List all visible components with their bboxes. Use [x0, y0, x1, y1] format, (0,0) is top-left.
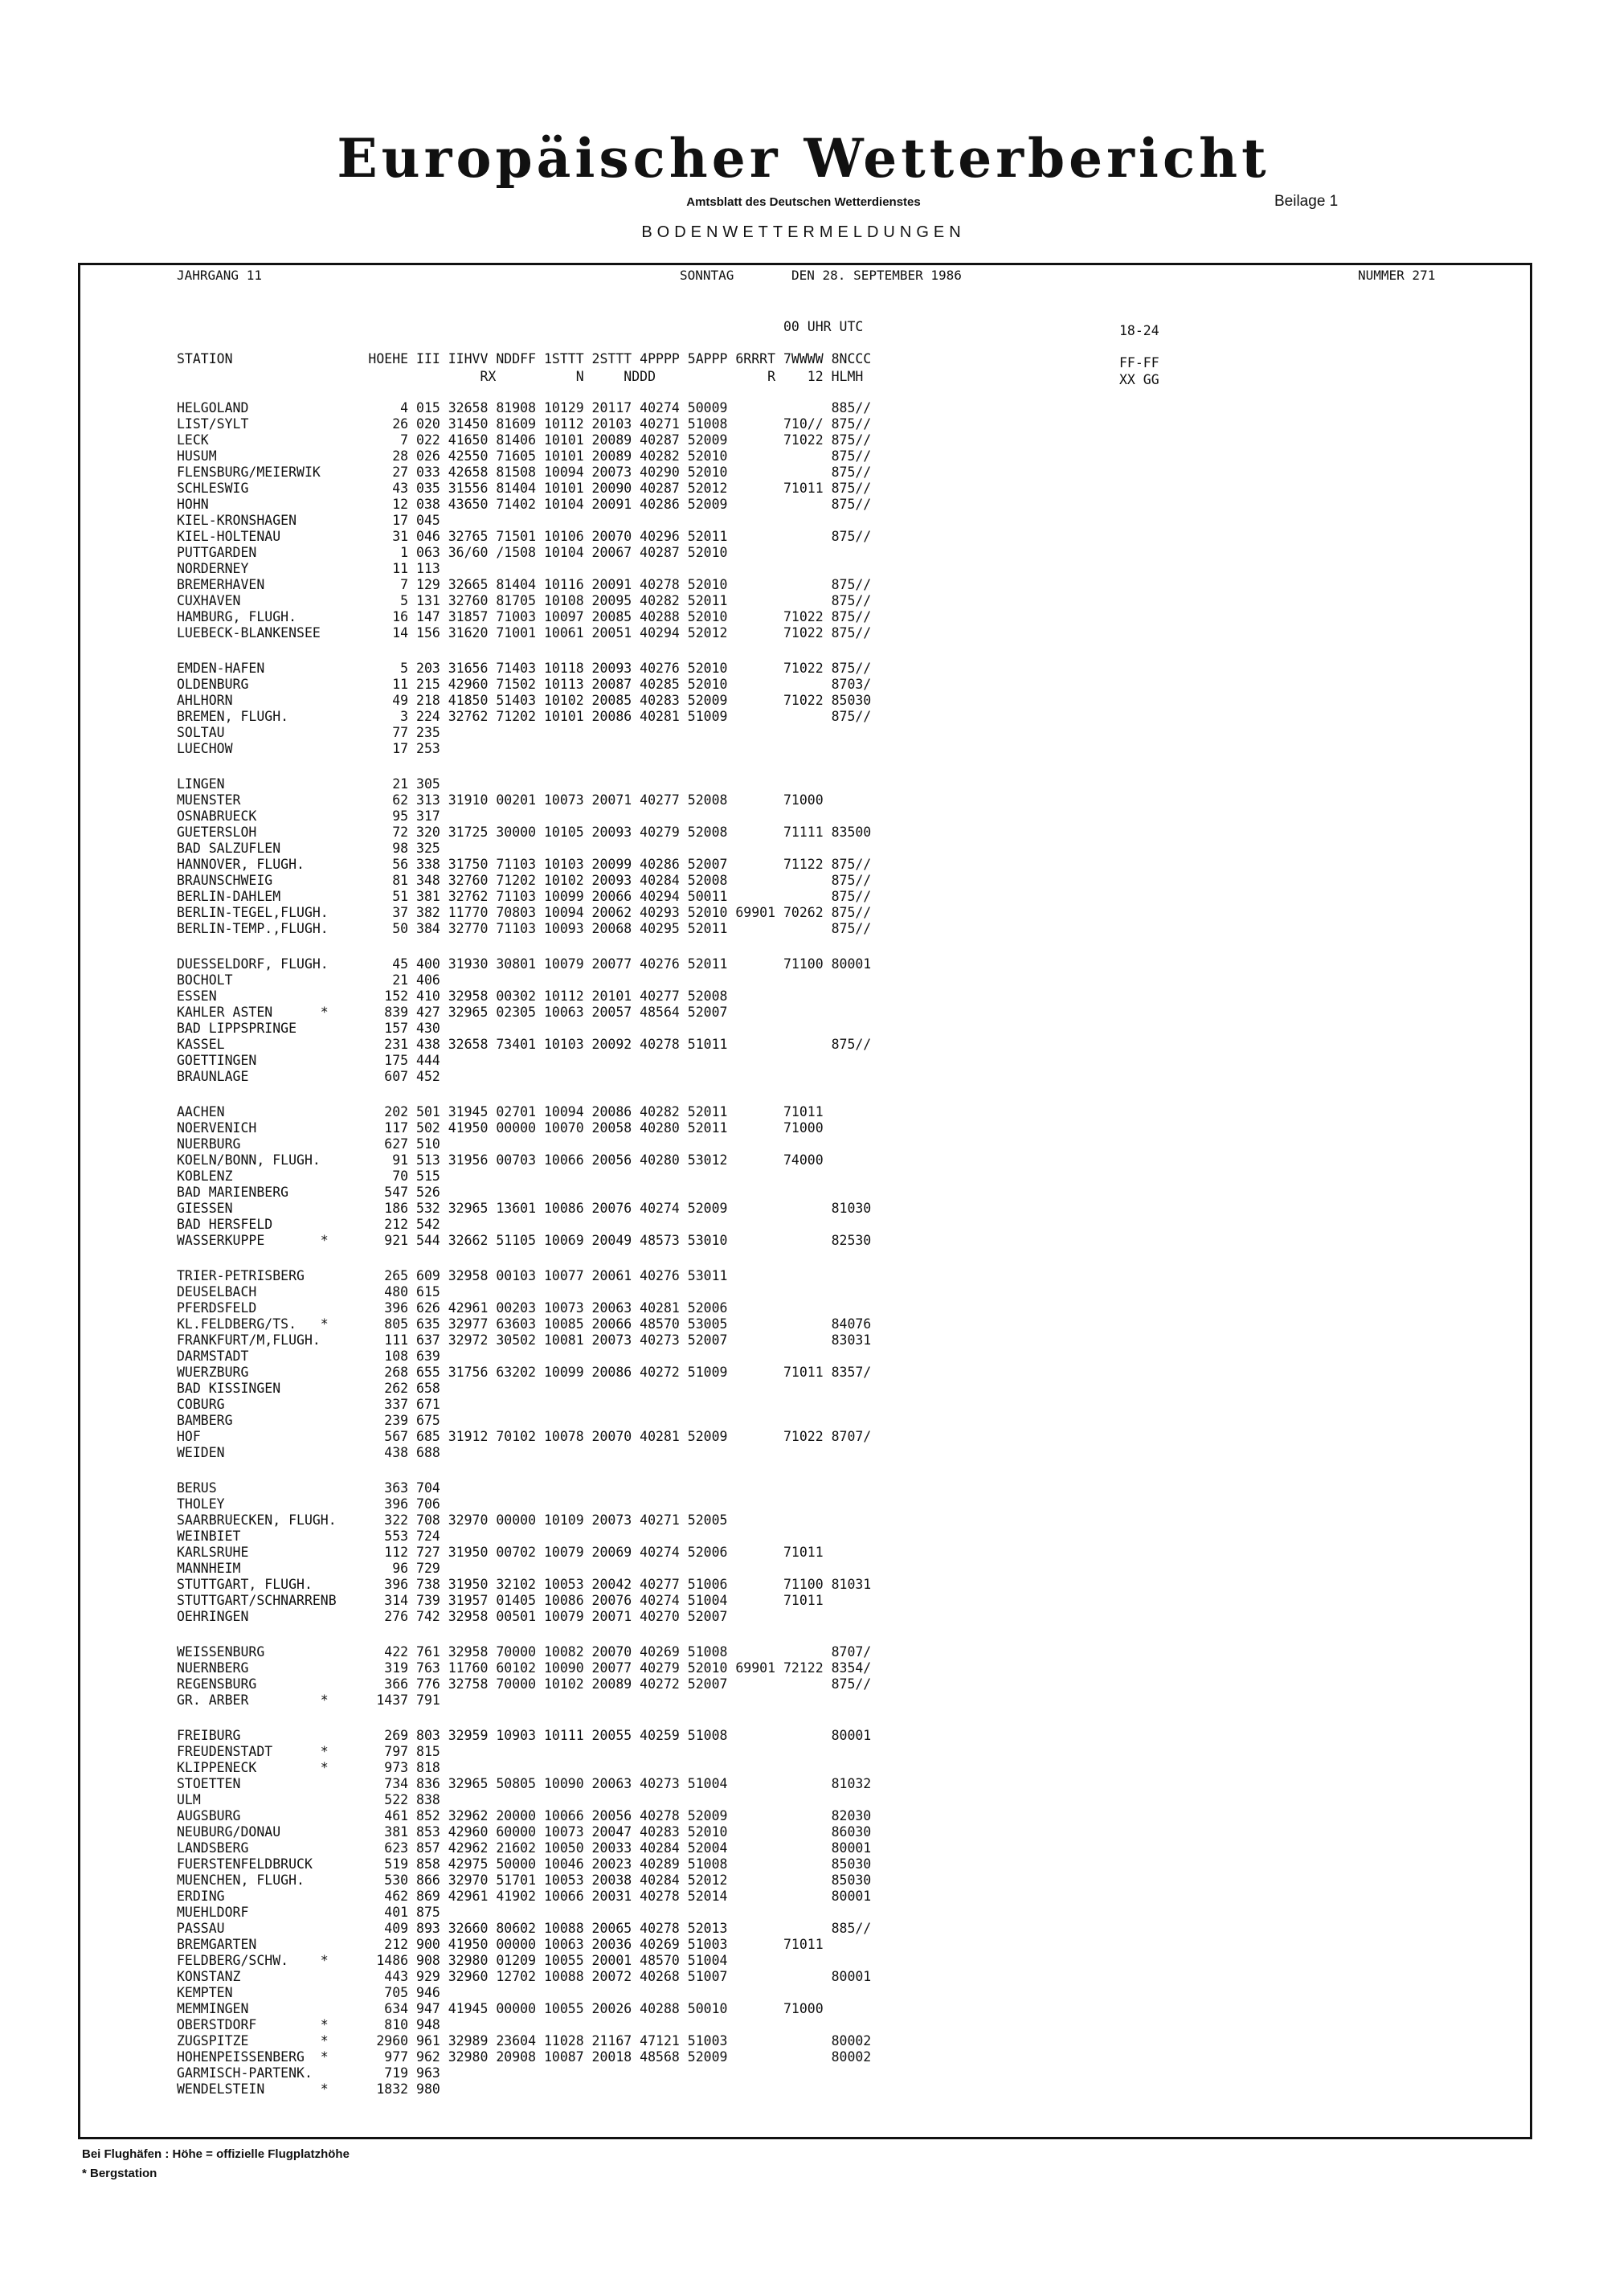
station-row: KL.FELDBERG/TS. * 805 635 32977 63603 10085 20066 48570 53005 84076 [177, 1316, 872, 1332]
subtitle: Amtsblatt des Deutschen Wetterdienstes [686, 195, 921, 209]
station-row: BRAUNSCHWEIG 81 348 32760 71202 10102 20093 40284 52008 875// [177, 873, 872, 888]
station-row: LECK 7 022 41650 81406 10101 20089 40287 52009 71022 875// [177, 432, 872, 448]
column-subheader-extra: XX GG [1119, 372, 1159, 387]
footnote-airports: Bei Flughäfen : Höhe = offizielle Flugplatzhöhe [82, 2147, 350, 2161]
station-row: WUERZBURG 268 655 31756 63202 10099 20086 40272 51009 71011 8357/ [177, 1365, 872, 1380]
station-row: MUEHLDORF 401 875 [177, 1905, 440, 1920]
station-row: STUTTGART/SCHNARRENB 314 739 31957 01405 10086 20076 40274 51004 71011 [177, 1593, 824, 1608]
station-row: MANNHEIM 96 729 [177, 1561, 440, 1576]
station-row: GUETERSLOH 72 320 31725 30000 10105 20093 40279 52008 71111 83500 [177, 825, 872, 840]
issue-number: NUMMER 271 [1358, 268, 1436, 283]
station-row: ULM 522 838 [177, 1792, 440, 1807]
station-row: LINGEN 21 305 [177, 776, 440, 792]
station-row: KEMPTEN 705 946 [177, 1985, 440, 2000]
station-row: BAMBERG 239 675 [177, 1413, 440, 1428]
station-row: STUTTGART, FLUGH. 396 738 31950 32102 10053 20042 40277 51006 71100 81031 [177, 1577, 872, 1592]
station-row: LUECHOW 17 253 [177, 741, 440, 756]
station-row: MUENCHEN, FLUGH. 530 866 32970 51701 10053 20038 40284 52012 85030 [177, 1872, 872, 1888]
station-row: PASSAU 409 893 32660 80602 10088 20065 40278 52013 885// [177, 1921, 872, 1936]
station-row: GOETTINGEN 175 444 [177, 1053, 440, 1068]
station-row: OBERSTDORF * 810 948 [177, 2017, 440, 2032]
station-row: FUERSTENFELDBRUCK 519 858 42975 50000 10046 20023 40289 51008 85030 [177, 1856, 872, 1872]
station-row: DUESSELDORF, FLUGH. 45 400 31930 30801 10079 20077 40276 52011 71100 80001 [177, 956, 872, 972]
station-row: MUENSTER 62 313 31910 00201 10073 20071 40277 52008 71000 [177, 792, 824, 808]
station-row: NUERBURG 627 510 [177, 1136, 440, 1152]
station-row: BAD MARIENBERG 547 526 [177, 1185, 440, 1200]
station-row: SCHLESWIG 43 035 31556 81404 10101 20090 40287 52012 71011 875// [177, 481, 872, 496]
station-row: SAARBRUECKEN, FLUGH. 322 708 32970 00000 10109 20073 40271 52005 [177, 1512, 728, 1528]
station-row: WEISSENBURG 422 761 32958 70000 10082 20070 40269 51008 8707/ [177, 1644, 872, 1660]
station-row: AACHEN 202 501 31945 02701 10094 20086 40282 52011 71011 [177, 1104, 824, 1119]
station-row: DEUSELBACH 480 615 [177, 1284, 440, 1299]
station-row: LUEBECK-BLANKENSEE 14 156 31620 71001 10061 20051 40294 52012 71022 875// [177, 625, 872, 641]
station-row: FREIBURG 269 803 32959 10903 10111 20055 40259 51008 80001 [177, 1728, 872, 1743]
range-label: 18-24 [1119, 323, 1159, 338]
station-row: BERLIN-DAHLEM 51 381 32762 71103 10099 20066 40294 50011 875// [177, 889, 872, 904]
station-row: BREMGARTEN 212 900 41950 00000 10063 20036 40269 51003 71011 [177, 1937, 824, 1952]
time-label: 00 UHR UTC [783, 319, 864, 334]
station-row: LANDSBERG 623 857 42962 21602 10050 20033 40284 52004 80001 [177, 1840, 872, 1856]
station-row: ESSEN 152 410 32958 00302 10112 20101 40277 52008 [177, 988, 728, 1004]
page-title: Europäischer Wetterbericht [337, 127, 1270, 190]
station-row: OSNABRUECK 95 317 [177, 808, 440, 824]
station-row: WEIDEN 438 688 [177, 1445, 440, 1460]
station-row: HELGOLAND 4 015 32658 81908 10129 20117 40274 50009 885// [177, 400, 872, 415]
station-row: DARMSTADT 108 639 [177, 1349, 440, 1364]
station-row: AUGSBURG 461 852 32962 20000 10066 20056 40278 52009 82030 [177, 1808, 872, 1823]
station-row: KAHLER ASTEN * 839 427 32965 02305 10063 20057 48564 52007 [177, 1005, 728, 1020]
station-row: BREMEN, FLUGH. 3 224 32762 71202 10101 20086 40281 51009 875// [177, 709, 872, 724]
station-row: CUXHAVEN 5 131 32760 81705 10108 20095 40282 52011 875// [177, 593, 872, 608]
station-row: BAD KISSINGEN 262 658 [177, 1381, 440, 1396]
station-row: GR. ARBER * 1437 791 [177, 1692, 440, 1708]
section-title: BODENWETTERMELDUNGEN [641, 223, 966, 241]
station-row: HAMBURG, FLUGH. 16 147 31857 71003 10097 20085 40288 52010 71022 875// [177, 609, 872, 624]
station-row: KARLSRUHE 112 727 31950 00702 10079 20069 40274 52006 71011 [177, 1545, 824, 1560]
station-row: REGENSBURG 366 776 32758 70000 10102 20089 40272 52007 875// [177, 1676, 872, 1692]
station-row: MEMMINGEN 634 947 41945 00000 10055 20026 40288 50010 71000 [177, 2001, 824, 2016]
station-row: BAD LIPPSPRINGE 157 430 [177, 1021, 440, 1036]
station-row: OEHRINGEN 276 742 32958 00501 10079 20071 40270 52007 [177, 1609, 728, 1624]
station-row: HUSUM 28 026 42550 71605 10101 20089 40282 52010 875// [177, 448, 872, 464]
beilage-label: Beilage 1 [1274, 193, 1339, 210]
station-row: KOELN/BONN, FLUGH. 91 513 31956 00703 10066 20056 40280 53012 74000 [177, 1152, 824, 1168]
station-row: NOERVENICH 117 502 41950 00000 10070 20058 40280 52011 71000 [177, 1120, 824, 1136]
station-row: KOBLENZ 70 515 [177, 1168, 440, 1184]
station-row: FELDBERG/SCHW. * 1486 908 32980 01209 10055 20001 48570 51004 [177, 1953, 728, 1968]
station-row: HOF 567 685 31912 70102 10078 20070 40281 52009 71022 8707/ [177, 1429, 872, 1444]
station-row: BAD SALZUFLEN 98 325 [177, 841, 440, 856]
station-row: AHLHORN 49 218 41850 51403 10102 20085 40283 52009 71022 85030 [177, 693, 872, 708]
station-row: NUERNBERG 319 763 11760 60102 10090 20077 40279 52010 69901 72122 8354/ [177, 1660, 872, 1676]
report-date: DEN 28. SEPTEMBER 1986 [791, 268, 962, 283]
station-row: THOLEY 396 706 [177, 1496, 440, 1512]
station-row: ERDING 462 869 42961 41902 10066 20031 40278 52014 80001 [177, 1889, 872, 1904]
station-row: FREUDENSTADT * 797 815 [177, 1744, 440, 1759]
station-row: FLENSBURG/MEIERWIK 27 033 42658 81508 10094 20073 40290 52010 875// [177, 465, 872, 480]
station-row: SOLTAU 77 235 [177, 725, 440, 740]
station-row: GARMISCH-PARTENK. 719 963 [177, 2065, 440, 2081]
station-row: WASSERKUPPE * 921 544 32662 51105 10069 20049 48573 53010 82530 [177, 1233, 872, 1248]
column-subheader: RX N NDDD R 12 HLMH [177, 369, 864, 384]
footnote-mountain: * Bergstation [82, 2167, 157, 2180]
station-row: KONSTANZ 443 929 32960 12702 10088 20072 40268 51007 80001 [177, 1969, 872, 1984]
station-row: COBURG 337 671 [177, 1397, 440, 1412]
station-row: BREMERHAVEN 7 129 32665 81404 10116 20091 40278 52010 875// [177, 577, 872, 592]
station-row: FRANKFURT/M,FLUGH. 111 637 32972 30502 10081 20073 40273 52007 83031 [177, 1332, 872, 1348]
station-row: HOHENPEISSENBERG * 977 962 32980 20908 10087 20018 48568 52009 80002 [177, 2049, 872, 2065]
station-row: WENDELSTEIN * 1832 980 [177, 2081, 440, 2097]
station-row: PFERDSFELD 396 626 42961 00203 10073 20063 40281 52006 [177, 1300, 728, 1316]
column-header: STATION HOEHE III IIHVV NDDFF 1STTT 2STTT 4PPPP 5APPP 6RRRT 7WWWW 8NCCC [177, 351, 872, 366]
jahrgang: JAHRGANG 11 [177, 268, 262, 283]
station-row: EMDEN-HAFEN 5 203 31656 71403 10118 20093 40276 52010 71022 875// [177, 661, 872, 676]
station-row: BRAUNLAGE 607 452 [177, 1069, 440, 1084]
station-row: WEINBIET 553 724 [177, 1529, 440, 1544]
station-row: BOCHOLT 21 406 [177, 972, 440, 988]
station-table [177, 400, 871, 2098]
station-row: HANNOVER, FLUGH. 56 338 31750 71103 10103 20099 40286 52007 71122 875// [177, 857, 872, 872]
station-row: NORDERNEY 11 113 [177, 561, 440, 576]
station-row: LIST/SYLT 26 020 31450 81609 10112 20103 40271 51008 710// 875// [177, 416, 872, 432]
station-row: ZUGSPITZE * 2960 961 32989 23604 11028 21167 47121 51003 80002 [177, 2033, 872, 2048]
column-header-extra: FF-FF [1119, 355, 1159, 370]
station-row: OLDENBURG 11 215 42960 71502 10113 20087 40285 52010 8703/ [177, 677, 872, 692]
station-row: GIESSEN 186 532 32965 13601 10086 20076 40274 52009 81030 [177, 1201, 872, 1216]
station-row: BAD HERSFELD 212 542 [177, 1217, 440, 1232]
station-row: HOHN 12 038 43650 71402 10104 20091 40286 52009 875// [177, 497, 872, 512]
station-row: KASSEL 231 438 32658 73401 10103 20092 40278 51011 875// [177, 1037, 872, 1052]
weekday: SONNTAG [680, 268, 734, 283]
station-row: NEUBURG/DONAU 381 853 42960 60000 10073 20047 40283 52010 86030 [177, 1824, 872, 1840]
station-row: KIEL-HOLTENAU 31 046 32765 71501 10106 20070 40296 52011 875// [177, 529, 872, 544]
station-row: KIEL-KRONSHAGEN 17 045 [177, 513, 440, 528]
station-row: BERUS 363 704 [177, 1480, 440, 1496]
station-row: BERLIN-TEMP.,FLUGH. 50 384 32770 71103 10093 20068 40295 52011 875// [177, 921, 872, 936]
station-row: STOETTEN 734 836 32965 50805 10090 20063 40273 51004 81032 [177, 1776, 872, 1791]
station-row: TRIER-PETRISBERG 265 609 32958 00103 10077 20061 40276 53011 [177, 1268, 728, 1283]
station-row: BERLIN-TEGEL,FLUGH. 37 382 11770 70803 10094 20062 40293 52010 69901 70262 875// [177, 905, 872, 920]
station-row: PUTTGARDEN 1 063 36/60 /1508 10104 20067 40287 52010 [177, 545, 728, 560]
station-row: KLIPPENECK * 973 818 [177, 1760, 440, 1775]
